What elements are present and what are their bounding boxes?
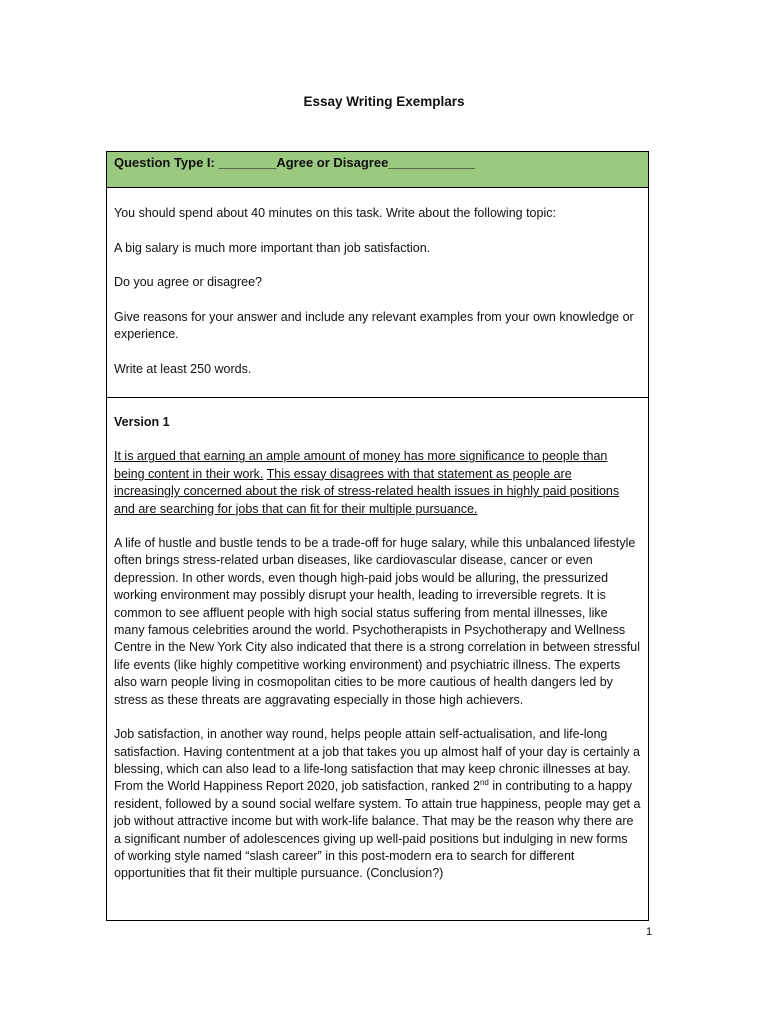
question-type-label: Question Type I: ________Agree or Disagree____________ [114, 155, 476, 170]
intro-restatement: It is argued that earning an ample amount of money has more significance to people than being content in their work. [114, 449, 608, 481]
document-title: Essay Writing Exemplars [303, 94, 465, 109]
body2-text-part2: in contributing to a happy resident, followed by a sound social welfare system. To attain true happiness, people may get a job without attractive income but with work-life balance. That may be the reason why there are a significant number of adolescences giving up well-paid positions but indulging in new forms of working style named “slash career” in this post-modern era to search for different opportunities that fit their multiple pursuance. (Conclusion?) [114, 779, 641, 881]
body2-text-part1: Job satisfaction, in another way round, helps people attain self-actualisation, and life-long satisfaction. Having contentment at a job that takes you up almost half of your day is certainly a blessing, which can also lead to a life-long satisfaction that may keep chronic illnesses at bay. From the World Happiness Report 2020, job satisfaction, ranked 2 [114, 727, 640, 794]
essay-body-paragraph-2 [114, 726, 641, 883]
page-number: 1 [646, 926, 653, 938]
prompt-reasons: Give reasons for your answer and include any relevant examples from your own knowledge or experience. [114, 309, 634, 341]
prompt-topic: A big salary is much more important than job satisfaction. [114, 240, 431, 255]
version-label: Version 1 [114, 415, 170, 429]
question-type-header [107, 152, 648, 188]
essay-body-paragraph-1: A life of hustle and bustle tends to be a trade-off for huge salary, while this unbalanced lifestyle often brings stress-related urban diseases, like cardiovascular disease, cancer or even depression. In other words, even though high-paid jobs would be alluring, the pressurized working environment may possibly disrupt your health, leading to irreversible regrets. It is common to see affluent people with high social status suffering from mental illnesses, like many famous celebrities around the world. Psychotherapists in Psychotherapy and Wellness Centre in the New York City also indicated that there is a strong correlation in between stressful life events (like highly competitive working environment) and psychiatric illness. The experts also warn people living in cosmopolitan cities to be more cautious of health dangers led by stress as these threats are aggravating especially in those high achievers. [114, 536, 640, 707]
exemplar-table [106, 151, 649, 921]
prompt-word-count: Write at least 250 words. [114, 361, 252, 376]
prompt-instruction: You should spend about 40 minutes on this task. Write about the following topic: [114, 206, 556, 220]
prompt-cell [107, 188, 648, 398]
prompt-question: Do you agree or disagree? [114, 275, 263, 289]
body2-ordinal-superscript: nd [479, 778, 489, 788]
intro-thesis: This essay disagrees with that statement as people are increasingly concerned about the risk of stress-related health issues in highly paid positions and are searching for jobs that can fit for their multiple pursuance. [114, 466, 620, 516]
essay-introduction [114, 448, 641, 518]
essay-cell [107, 398, 648, 920]
